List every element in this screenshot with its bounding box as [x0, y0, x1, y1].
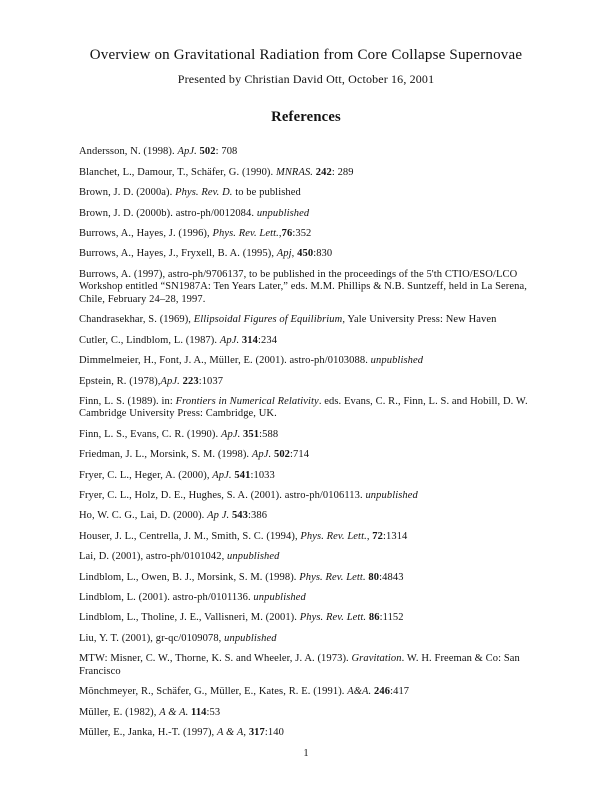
reference-text-segment: Phys. Rev. Lett.: [300, 530, 367, 542]
reference-text-segment: Chandrasekhar, S. (1969),: [79, 314, 194, 326]
reference-text-segment: unpublished: [253, 592, 306, 603]
reference-text-segment: Ho, W. C. G., Lai, D. (2000).: [79, 510, 208, 522]
reference-text-segment: 502: [273, 449, 291, 461]
reference-entry: [79, 551, 533, 564]
reference-text-segment: 72: [372, 530, 383, 542]
reference-text-segment: 351: [243, 428, 260, 440]
reference-text-segment: ,: [278, 227, 282, 239]
reference-text-segment: :386: [248, 510, 268, 522]
reference-text-segment: unpublished: [370, 355, 424, 367]
reference-text-segment: Phys. Rev. D.: [175, 187, 233, 199]
reference-text-segment: 80: [368, 571, 380, 583]
reference-entry: [79, 592, 533, 605]
reference-text-segment: 76: [281, 227, 293, 239]
reference-text-segment: :1037: [198, 375, 224, 387]
reference-text-segment: Lindblom, L., Owen, B. J., Morsink, S. M. (1998).: [79, 571, 300, 583]
reference-text-segment: :1033: [250, 469, 275, 481]
reference-entry: [79, 686, 533, 699]
reference-entry: [79, 269, 533, 307]
reference-text-segment: MTW: Misner, C. W., Thorne, K. S. and Wheeler, J. A. (1973).: [79, 653, 352, 665]
reference-text-segment: ,: [366, 530, 373, 542]
reference-text-segment: Müller, E., Janka, H.-T. (1997),: [79, 726, 217, 738]
reference-entry: [79, 208, 533, 221]
reference-entry: [79, 167, 533, 180]
reference-entry: [79, 531, 533, 544]
reference-text-segment: 317: [248, 726, 265, 738]
reference-entry: [79, 335, 533, 348]
reference-text-segment: :830: [313, 248, 333, 260]
reference-entry: [79, 612, 533, 625]
reference-text-segment: 314: [241, 334, 258, 346]
reference-text-segment: A&A.: [347, 686, 372, 698]
reference-text-segment: 223: [182, 375, 199, 387]
reference-text-segment: Mönchmeyer, R., Schäfer, G., Müller, E., Kates, R. E. (1991).: [79, 686, 348, 698]
reference-text-segment: unpublished: [224, 632, 277, 644]
reference-entry: [79, 727, 533, 740]
reference-entry: [79, 653, 533, 678]
reference-text-segment: :234: [257, 334, 278, 346]
reference-entry: [79, 470, 533, 483]
reference-text-segment: A & A.: [159, 706, 189, 718]
reference-text-segment: :417: [390, 686, 410, 698]
reference-entry: [79, 707, 533, 720]
reference-entry: [79, 510, 533, 523]
reference-text-segment: Apj: [276, 248, 292, 260]
reference-text-segment: Burrows, A., Hayes, J. (1996),: [79, 227, 213, 239]
reference-text-segment: Frontiers in Numerical Relativity: [175, 395, 319, 407]
reference-entry: [79, 633, 533, 646]
reference-text-segment: ApJ.: [177, 146, 197, 158]
reference-text-segment: Gravitation: [351, 653, 402, 665]
reference-text-segment: Dimmelmeier, H., Font, J. A., Müller, E. (2001). astro-ph/0103088.: [79, 355, 371, 367]
reference-text-segment: : 708: [215, 146, 238, 158]
reference-text-segment: ,: [291, 248, 298, 260]
reference-text-segment: Müller, E. (1982),: [79, 706, 160, 718]
document-title: Overview on Gravitational Radiation from Core Collapse Supernovae: [89, 47, 523, 63]
reference-text-segment: :1314: [382, 530, 408, 542]
reference-text-segment: Ap J.: [207, 510, 230, 522]
reference-text-segment: :53: [206, 706, 221, 718]
reference-text-segment: Lindblom, L., Tholine, J. E., Vallisneri, M. (2001).: [79, 612, 300, 624]
reference-entry: [79, 449, 533, 462]
reference-text-segment: Friedman, J. L., Morsink, S. M. (1998).: [79, 449, 252, 461]
reference-text-segment: :352: [292, 227, 312, 239]
reference-text-segment: 242: [315, 166, 332, 178]
reference-text-segment: 86: [368, 612, 380, 624]
reference-text-segment: Cutler, C., Lindblom, L. (1987).: [79, 334, 220, 346]
reference-text-segment: Epstein, R. (1978),: [79, 375, 161, 387]
reference-entry: [79, 248, 533, 261]
reference-text-segment: :714: [290, 449, 310, 461]
document-subtitle: Presented by Christian David Ott, October 16, 2001: [177, 71, 435, 86]
reference-text-segment: Burrows, A., Hayes, J., Fryxell, B. A. (1995),: [79, 248, 277, 260]
reference-text-segment: Burrows, A. (1997), astro-ph/9706137, to be published in the proceedings of the 5'th CTIO/ESO/LCO Workshop entitled “SN1987A: Ten Years Later,” eds. M.M. Phillips & N.B. Suntzeff, held in La Serena, Chile, February 24–28, 1997.: [79, 268, 527, 305]
reference-text-segment: 114: [191, 706, 207, 718]
reference-entry: [79, 228, 533, 241]
reference-entry: [79, 146, 533, 159]
reference-text-segment: , Yale University Press: New Haven: [342, 314, 497, 326]
reference-text-segment: unpublished: [365, 490, 418, 502]
reference-entry: [79, 396, 533, 421]
reference-entry: [79, 314, 533, 327]
reference-text-segment: Andersson, N. (1998).: [79, 146, 178, 158]
reference-text-segment: :140: [264, 726, 284, 738]
reference-entry: [79, 572, 533, 585]
reference-text-segment: Phys. Rev. Lett.: [299, 612, 367, 624]
reference-text-segment: : 289: [331, 166, 354, 178]
reference-text-segment: A & A: [217, 726, 244, 738]
page-number: 1: [303, 748, 309, 759]
reference-text-segment: unpublished: [227, 551, 280, 563]
reference-text-segment: ApJ.: [219, 334, 240, 346]
reference-text-segment: 541: [234, 469, 251, 481]
reference-text-segment: ApJ.: [212, 469, 232, 481]
reference-text-segment: Blanchet, L., Damour, T., Schäfer, G. (1990).: [79, 166, 276, 178]
reference-text-segment: 246: [374, 686, 391, 698]
reference-text-segment: 543: [231, 510, 248, 522]
reference-text-segment: Lai, D. (2001), astro-ph/0101042,: [79, 551, 228, 563]
reference-entry: [79, 490, 533, 503]
reference-list: [79, 146, 533, 739]
reference-text-segment: Fryer, C. L., Holz, D. E., Hughes, S. A. (2001). astro-ph/0106113.: [79, 490, 366, 502]
reference-text-segment: :4843: [379, 571, 404, 583]
reference-text-segment: ApJ.: [251, 449, 272, 461]
reference-text-segment: ApJ.: [220, 428, 241, 440]
reference-entry: [79, 187, 533, 200]
reference-entry: [79, 355, 533, 368]
reference-text-segment: unpublished: [256, 207, 310, 219]
reference-text-segment: Houser, J. L., Centrella, J. M., Smith, S. C. (1994),: [79, 530, 301, 542]
reference-text-segment: . W. H. Freeman & Co: San Francisco: [79, 653, 520, 677]
reference-text-segment: Brown, J. D. (2000b). astro-ph/0012084.: [79, 207, 257, 219]
reference-text-segment: . eds. Evans, C. R., Finn, L. S. and Hobill, D. W. Cambridge University Press: Cambridge, UK.: [79, 395, 528, 420]
reference-text-segment: Brown, J. D. (2000a).: [79, 187, 176, 199]
reference-text-segment: to be published: [232, 187, 301, 199]
reference-text-segment: Ellipsoidal Figures of Equilibrium: [193, 314, 343, 326]
reference-entry: [79, 429, 533, 442]
reference-text-segment: ApJ.: [160, 375, 180, 387]
reference-text-segment: :1152: [379, 612, 404, 624]
reference-entry: [79, 376, 533, 389]
reference-text-segment: :588: [259, 428, 279, 440]
reference-text-segment: MNRAS.: [275, 166, 314, 178]
reference-text-segment: 502: [199, 146, 216, 158]
reference-text-segment: Lindblom, L. (2001). astro-ph/0101136.: [79, 592, 254, 603]
references-heading: References: [271, 108, 341, 125]
reference-text-segment: Finn, L. S. (1989). in:: [79, 395, 176, 407]
reference-text-segment: Phys. Rev. Lett.: [299, 571, 366, 583]
reference-text-segment: 450: [297, 248, 314, 260]
reference-text-segment: Phys. Rev. Lett.: [212, 227, 279, 239]
reference-text-segment: ,: [243, 726, 249, 738]
reference-text-segment: Liu, Y. T. (2001), gr-qc/0109078,: [79, 632, 225, 644]
reference-text-segment: Fryer, C. L., Heger, A. (2000),: [79, 469, 213, 481]
reference-text-segment: Finn, L. S., Evans, C. R. (1990).: [79, 428, 221, 440]
